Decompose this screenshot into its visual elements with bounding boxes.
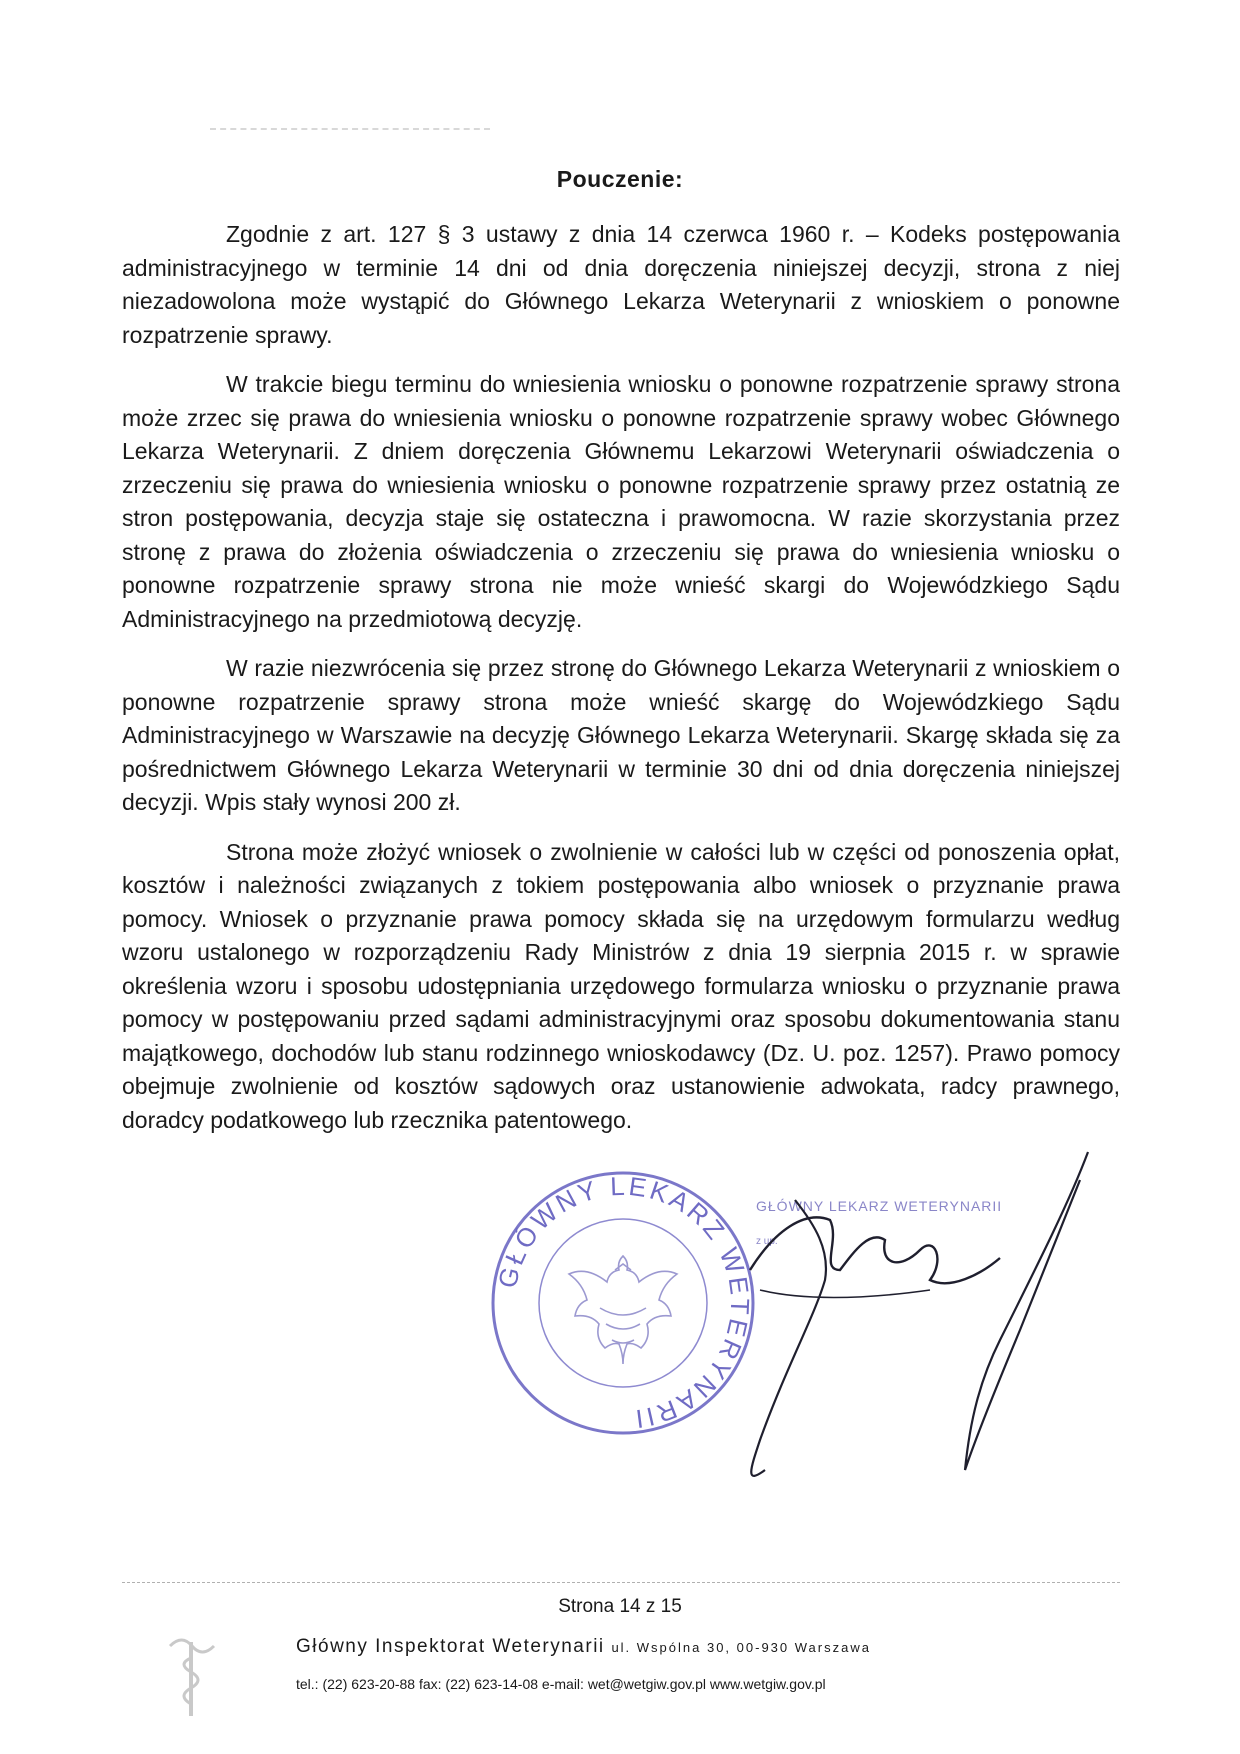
organization-line bbox=[296, 1636, 871, 1658]
organization-name: Główny Inspektorat Weterynarii bbox=[296, 1636, 605, 1657]
paragraph-4: Strona może złożyć wniosek o zwolnienie w całości lub w części od ponoszenia opłat, kosztów i należności związanych z tokiem postępowania albo wniosek o przyznanie prawa pomocy. Wniosek o przyznanie prawa pomocy składa się na urzędowym formularzu według wzoru ustalonego w rozporządzeniu Rady Ministrów z dnia 19 sierpnia 2015 r. w sprawie określenia wzoru i sposobu udostępniania urzędowego formularza wniosku o przyznanie prawa pomocy w postępowaniu przed sądami administracyjnymi oraz sposobu dokumentowania stanu majątkowego, dochodów lub stanu rodzinnego wnioskodawcy (Dz. U. poz. 1257). Prawo pomocy obejmuje zwolnienie od kosztów sądowych oraz ustanowienie adwokata, radcy prawnego, doradcy podatkowego lub rzecznika patentowego. bbox=[122, 838, 1120, 1133]
footer-divider bbox=[122, 1582, 1120, 1583]
paragraph-2: W trakcie biegu terminu do wniesienia wniosku o ponowne rozpatrzenie sprawy strona może zrzec się prawa do wniesienia wniosku o ponowne rozpatrzenie sprawy wobec Głównego Lekarza Weterynarii. Z dniem doręczenia Głównemu Lekarzowi Weterynarii oświadczenia o zrzeczeniu się prawa do wniesienia wniosku o ponowne rozpatrzenie sprawy przez ostatnią ze stron postępowania, decyzja staje się ostateczna i prawomocna. W razie skorzystania przez stronę z prawa do złożenia oświadczenia o zrzeczeniu się prawa do wniesienia wniosku o ponowne rozpatrzenie sprawy strona nie może wnieść skargi do Wojewódzkiego Sądu Administracyjnego na przedmiotową decyzję. bbox=[122, 371, 1120, 632]
top-dashed-line bbox=[210, 128, 490, 130]
veterinary-logo-icon bbox=[160, 1632, 222, 1720]
paragraph-3: W razie niezwrócenia się przez stronę do Głównego Lekarza Weterynarii z wnioskiem o ponowne rozpatrzenie sprawy strona może wnieść skargę do Wojewódzkiego Sądu Administracyjnego w Warszawie na decyzję Głównego Lekarza Weterynarii. Skargę składa się za pośrednictwem Głównego Lekarza Weterynarii w terminie 30 dni od dnia doręczenia niniejszej decyzji. Wpis stały wynosi 200 zł. bbox=[122, 655, 1120, 815]
organization-address: ul. Wspólna 30, 00-930 Warszawa bbox=[611, 1640, 871, 1655]
stamp-subline: z up. bbox=[756, 1236, 778, 1247]
handwritten-signature bbox=[600, 1140, 1120, 1480]
document-title: Pouczenie: bbox=[556, 166, 684, 192]
paragraph-1: Zgodnie z art. 127 § 3 ustawy z dnia 14 czerwca 1960 r. – Kodeks postępowania administracyjnego w terminie 14 dni od dnia doręczenia niniejszej decyzji, strona z niej niezadowolona może wystąpić do Głównego Lekarza Weterynarii z wnioskiem o ponowne rozpatrzenie sprawy. bbox=[122, 221, 1120, 348]
stamp-title: GŁÓWNY LEKARZ WETERYNARII bbox=[756, 1198, 1003, 1214]
document-body bbox=[122, 218, 1120, 1153]
page-number: Strona 14 z 15 bbox=[558, 1596, 682, 1617]
contact-line: tel.: (22) 623-20-88 fax: (22) 623-14-08 e-mail: wet@wetgiw.gov.pl www.wetgiw.gov.pl bbox=[296, 1676, 826, 1692]
seal-text: GŁÓWNY LEKARZ WETERYNARII bbox=[491, 1170, 756, 1435]
